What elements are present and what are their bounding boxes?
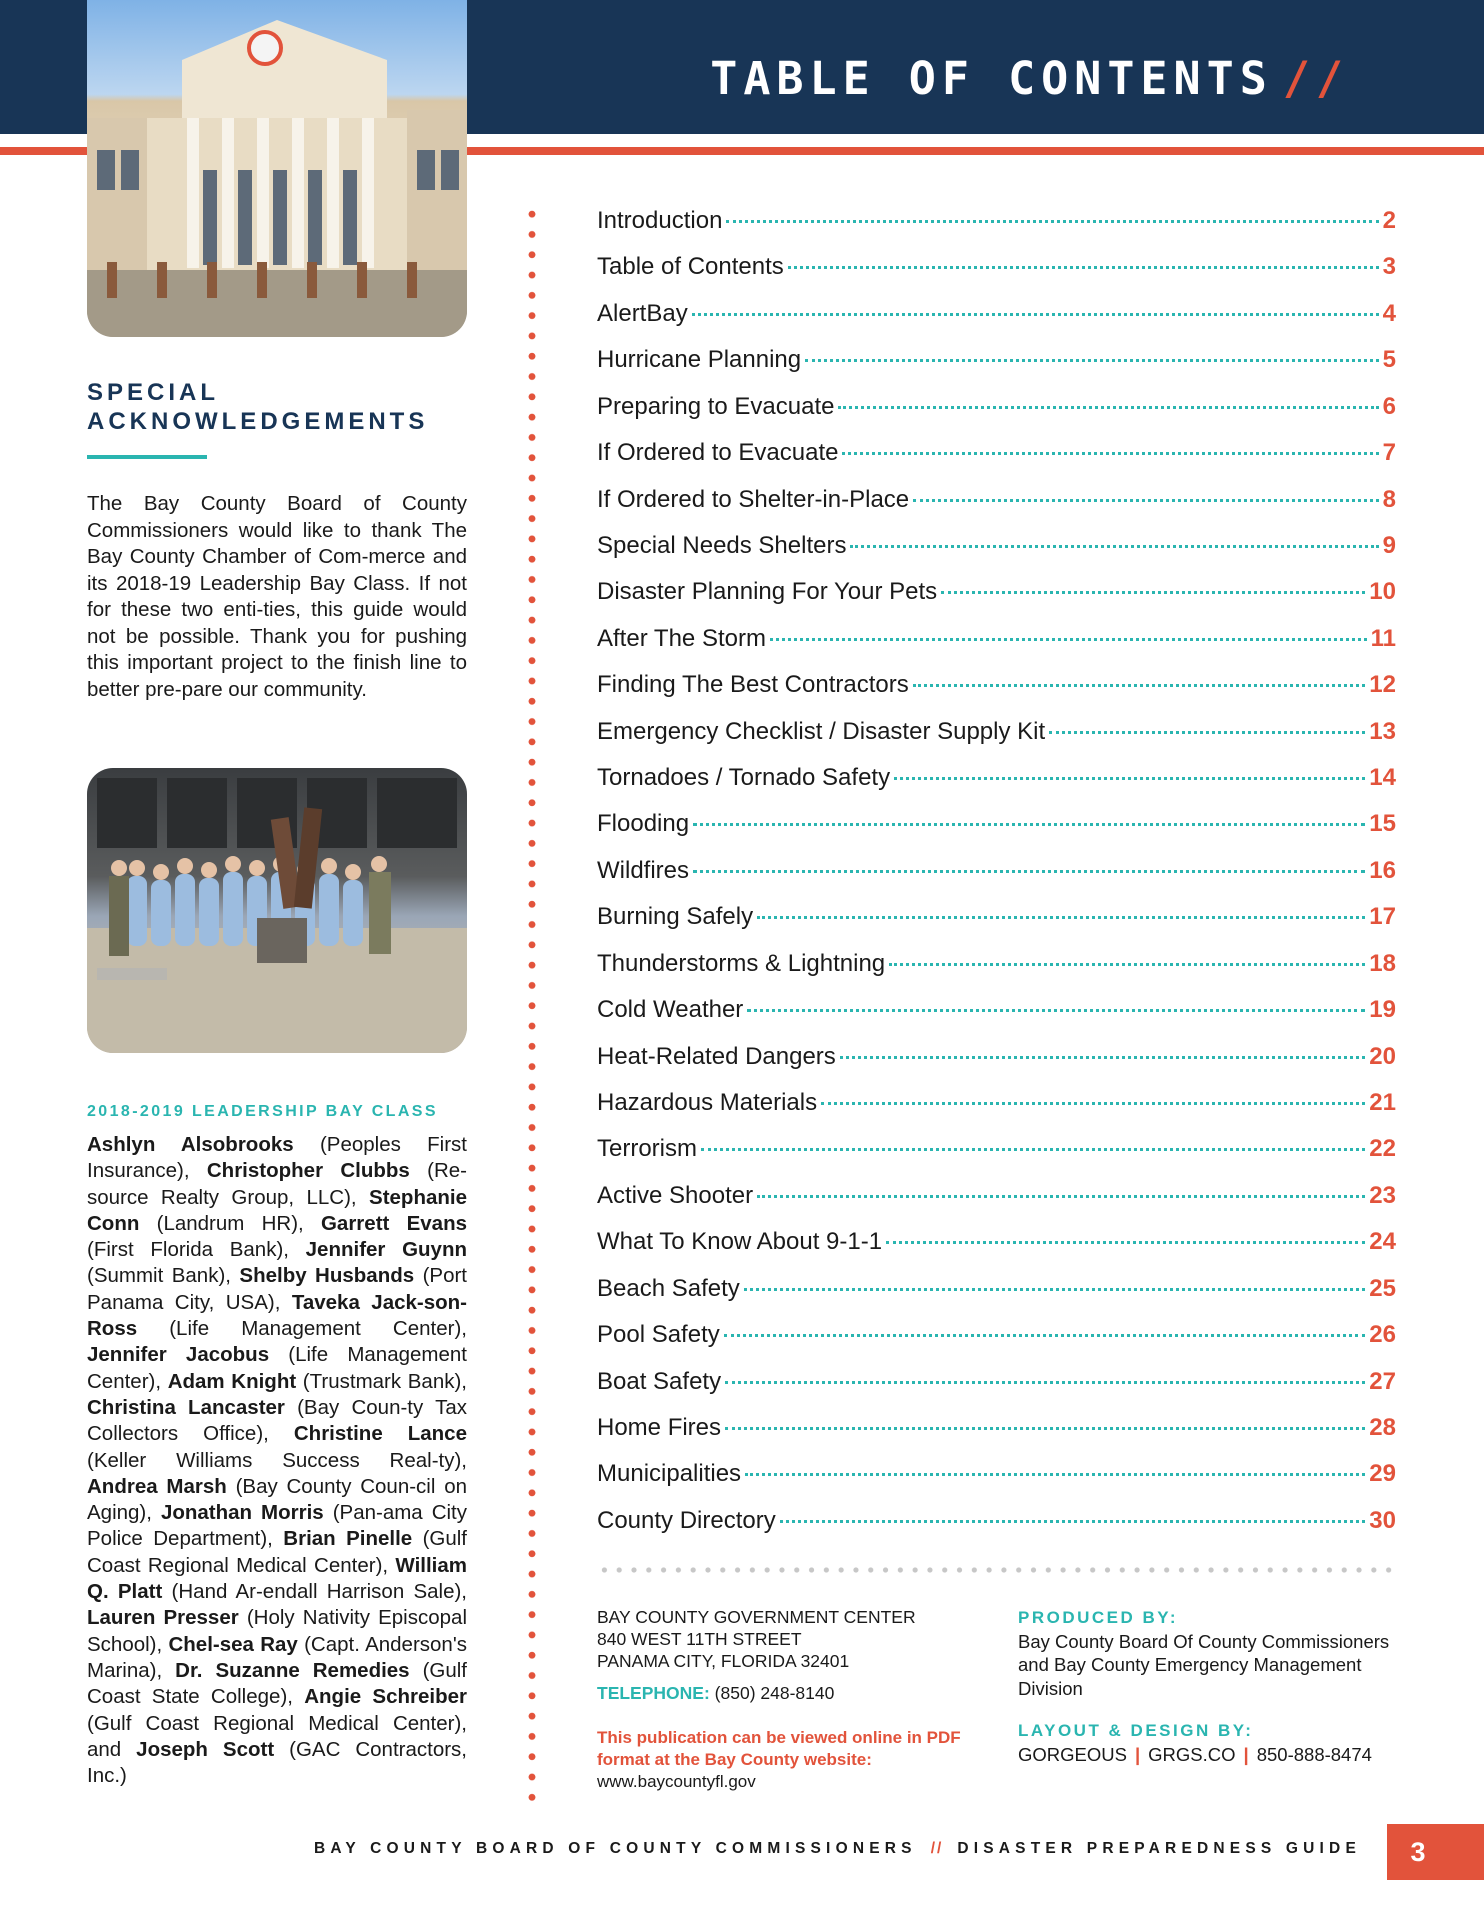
toc-page-number: 19 bbox=[1369, 996, 1396, 1024]
telephone-label: TELEPHONE: bbox=[597, 1683, 710, 1703]
member-org: (Bay Coun-ty Tax Collectors Office), bbox=[87, 1395, 467, 1446]
toc-page-number: 30 bbox=[1369, 1506, 1396, 1534]
toc-page-number: 13 bbox=[1369, 717, 1396, 745]
member-org: (Re-source Realty Group, LLC), bbox=[87, 1159, 467, 1209]
toc-row[interactable] bbox=[597, 300, 1396, 346]
toc-label: Home Fires bbox=[597, 1413, 722, 1441]
toc-page-number: 18 bbox=[1369, 949, 1396, 977]
toc-page-number: 6 bbox=[1382, 392, 1396, 420]
toc-row[interactable] bbox=[597, 1043, 1396, 1089]
toc-label: Active Shooter bbox=[597, 1181, 754, 1209]
toc-label: If Ordered to Shelter-in-Place bbox=[597, 485, 910, 513]
toc-page-number: 24 bbox=[1369, 1228, 1396, 1256]
toc-label: What To Know About 9-1-1 bbox=[597, 1228, 883, 1256]
toc-label: Hazardous Materials bbox=[597, 1089, 818, 1117]
toc-row[interactable] bbox=[597, 1135, 1396, 1181]
toc-page-number: 27 bbox=[1369, 1367, 1396, 1395]
acknowledgements-body: The Bay County Board of County Commissioners would like to thank The Bay County Chamber of Com-merce and its 2018-19 Leadership Bay Class. If not for these two enti-ties, this guide would not be possible. Thank you for pushing this important project to the finish line to better pre-pare our community. bbox=[87, 492, 467, 701]
toc-label: Special Needs Shelters bbox=[597, 531, 847, 559]
address-line1: BAY COUNTY GOVERNMENT CENTER bbox=[597, 1607, 916, 1627]
toc-row[interactable] bbox=[597, 1182, 1396, 1228]
member-org: (Peoples First Insurance), bbox=[87, 1133, 467, 1183]
toc-row[interactable] bbox=[597, 486, 1396, 532]
member-org: (Holy Nativity Episcopal School), bbox=[87, 1606, 467, 1656]
member-name: Lauren Presser bbox=[87, 1606, 239, 1630]
toc-label: Introduction bbox=[597, 207, 723, 234]
toc-leader bbox=[1049, 731, 1365, 734]
toc-label: County Directory bbox=[597, 1506, 776, 1534]
online-note-text: This publication can be viewed online in PDF format at the Bay County website: bbox=[597, 1728, 961, 1769]
toc-label: Terrorism bbox=[597, 1135, 697, 1163]
member-name: Andrea Marsh bbox=[87, 1474, 227, 1498]
ack-heading-line2: ACKNOWLEDGEMENTS bbox=[87, 408, 429, 435]
designer-site: GRGS.CO bbox=[1148, 1744, 1236, 1765]
member-name: Angie Schreiber bbox=[304, 1685, 468, 1709]
footer-right: DISASTER PREPAREDNESS GUIDE bbox=[957, 1840, 1361, 1857]
toc-label: Cold Weather bbox=[597, 996, 744, 1024]
toc-leader bbox=[757, 916, 1365, 919]
page-title-text: TABLE OF CONTENTS bbox=[710, 52, 1273, 105]
member-name: Chel-sea Ray bbox=[168, 1632, 298, 1656]
toc-row[interactable] bbox=[597, 718, 1396, 764]
toc-leader bbox=[725, 1427, 1365, 1430]
toc-leader bbox=[757, 1195, 1365, 1198]
toc-page-number: 7 bbox=[1382, 439, 1396, 467]
member-org: (Gulf Coast State College), bbox=[87, 1658, 467, 1709]
toc-label: Disaster Planning For Your Pets bbox=[597, 578, 938, 606]
toc-page-number: 28 bbox=[1369, 1413, 1396, 1441]
leadership-class-heading: 2018-2019 LEADERSHIP BAY CLASS bbox=[87, 1103, 438, 1120]
member-name: Adam Knight bbox=[167, 1369, 297, 1393]
government-center-photo bbox=[87, 0, 467, 337]
dotted-divider bbox=[528, 204, 536, 1804]
toc-label: Pool Safety bbox=[597, 1321, 720, 1349]
member-org: (Bay County Coun-cil on Aging), bbox=[87, 1474, 467, 1525]
toc-label: Burning Safely bbox=[597, 903, 754, 931]
address-line2: 840 WEST 11TH STREET bbox=[597, 1629, 802, 1649]
member-name: Joseph Scott bbox=[136, 1737, 275, 1761]
footer-left: BAY COUNTY BOARD OF COUNTY COMMISSIONERS bbox=[313, 1840, 917, 1857]
layout-credit bbox=[1018, 1743, 1398, 1767]
address-line3: PANAMA CITY, FLORIDA 32401 bbox=[597, 1651, 850, 1671]
toc-row[interactable] bbox=[597, 1321, 1396, 1367]
toc-list bbox=[597, 207, 1396, 1553]
toc-page-number: 4 bbox=[1382, 299, 1396, 327]
toc-leader bbox=[886, 1241, 1365, 1244]
toc-page-number: 8 bbox=[1382, 485, 1396, 513]
toc-label: Preparing to Evacuate bbox=[597, 392, 835, 420]
designer-name: GORGEOUS bbox=[1018, 1744, 1127, 1765]
toc-row[interactable] bbox=[597, 1368, 1396, 1414]
toc-leader bbox=[701, 1148, 1365, 1151]
toc-label: Municipalities bbox=[597, 1460, 742, 1488]
address-block bbox=[597, 1606, 916, 1672]
footer-slashes: // bbox=[930, 1840, 944, 1857]
page-number: 3 bbox=[1410, 1837, 1426, 1867]
toc-page-number: 21 bbox=[1369, 1089, 1396, 1117]
layout-label: LAYOUT & DESIGN BY: bbox=[1018, 1721, 1254, 1740]
member-org: (Summit Bank), bbox=[87, 1264, 240, 1288]
telephone-number: (850) 248-8140 bbox=[714, 1683, 835, 1703]
member-org: (Trustmark Bank), bbox=[296, 1369, 467, 1393]
toc-leader bbox=[770, 638, 1367, 641]
member-name: Stephanie Conn bbox=[87, 1185, 467, 1235]
toc-leader bbox=[726, 220, 1378, 223]
footer-title bbox=[314, 1840, 1361, 1858]
toc-row[interactable] bbox=[597, 950, 1396, 996]
toc-row[interactable] bbox=[597, 857, 1396, 903]
toc-row[interactable] bbox=[597, 393, 1396, 439]
toc-row[interactable] bbox=[597, 1507, 1396, 1553]
toc-row[interactable] bbox=[597, 810, 1396, 856]
member-org: (Gulf Coast Regional Medical Center), and bbox=[87, 1711, 467, 1761]
online-note bbox=[597, 1727, 997, 1793]
toc-row[interactable] bbox=[597, 439, 1396, 485]
toc-row[interactable] bbox=[597, 903, 1396, 949]
toc-page-number: 9 bbox=[1382, 531, 1396, 559]
toc-page-number: 17 bbox=[1369, 903, 1396, 931]
member-org: (Pan-ama City Police Department), bbox=[87, 1501, 468, 1551]
toc-page-number: 11 bbox=[1370, 624, 1396, 652]
toc-leader bbox=[693, 823, 1365, 826]
title-slashes: // bbox=[1282, 52, 1349, 105]
member-name: Christine Lance bbox=[293, 1422, 467, 1446]
leadership-class-photo bbox=[87, 768, 467, 1053]
produced-by bbox=[1018, 1606, 1398, 1700]
toc-leader bbox=[838, 406, 1378, 409]
toc-row[interactable] bbox=[597, 578, 1396, 624]
toc-leader bbox=[840, 1056, 1366, 1059]
toc-label: Table of Contents bbox=[597, 253, 784, 281]
toc-label: After The Storm bbox=[597, 624, 766, 652]
toc-row[interactable] bbox=[597, 253, 1396, 299]
produced-by-text: Bay County Board Of County Commissioners and Bay County Emergency Management Division bbox=[1018, 1630, 1390, 1699]
member-name: Jennifer Guynn bbox=[305, 1238, 468, 1262]
toc-label: AlertBay bbox=[597, 299, 688, 327]
member-name: Christopher Clubbs bbox=[206, 1159, 410, 1183]
member-org: (Keller Williams Success Real-ty), bbox=[87, 1448, 467, 1472]
toc-row[interactable] bbox=[597, 1275, 1396, 1321]
toc-row[interactable] bbox=[597, 996, 1396, 1042]
toc-page-number: 12 bbox=[1369, 671, 1396, 699]
toc-leader bbox=[941, 591, 1365, 594]
member-name: William Q. Platt bbox=[87, 1553, 467, 1604]
toc-label: Flooding bbox=[597, 810, 690, 838]
member-org: (Hand Ar-endall Harrison Sale), bbox=[162, 1580, 468, 1604]
member-name: Shelby Husbands bbox=[239, 1264, 415, 1288]
toc-label: Emergency Checklist / Disaster Supply Kit bbox=[597, 717, 1046, 745]
toc-leader bbox=[850, 545, 1378, 548]
member-name: Brian Pinelle bbox=[283, 1527, 413, 1551]
toc-leader bbox=[744, 1288, 1366, 1291]
page-title bbox=[710, 52, 1349, 105]
member-name: Garrett Evans bbox=[320, 1211, 467, 1235]
toc-page-number: 10 bbox=[1369, 578, 1396, 606]
toc-leader bbox=[692, 313, 1379, 316]
toc-row[interactable] bbox=[597, 207, 1396, 253]
member-org: (Landrum HR), bbox=[139, 1211, 321, 1235]
member-org: (Capt. Anderson's Marina), bbox=[87, 1632, 467, 1682]
group-illustration bbox=[87, 768, 467, 1053]
member-name: Ashlyn Alsobrooks bbox=[87, 1133, 294, 1156]
toc-page-number: 26 bbox=[1369, 1321, 1396, 1349]
toc-row[interactable] bbox=[597, 346, 1396, 392]
toc-page-number: 5 bbox=[1382, 346, 1396, 374]
toc-label: Thunderstorms & Lightning bbox=[597, 949, 886, 977]
toc-row[interactable] bbox=[597, 764, 1396, 810]
layout-design bbox=[1018, 1719, 1398, 1767]
produced-by-label: PRODUCED BY: bbox=[1018, 1608, 1179, 1627]
toc-label: Beach Safety bbox=[597, 1274, 740, 1302]
toc-row[interactable] bbox=[597, 671, 1396, 717]
toc-label: Boat Safety bbox=[597, 1367, 722, 1395]
separator-pipe: | bbox=[1243, 1744, 1249, 1765]
toc-leader bbox=[693, 870, 1365, 873]
toc-leader bbox=[780, 1520, 1366, 1523]
toc-row[interactable] bbox=[597, 1460, 1396, 1506]
toc-leader bbox=[725, 1381, 1365, 1384]
toc-row[interactable] bbox=[597, 532, 1396, 578]
telephone bbox=[597, 1683, 834, 1704]
toc-leader bbox=[788, 266, 1379, 269]
toc-page-number: 2 bbox=[1382, 207, 1396, 234]
toc-page-number: 14 bbox=[1369, 764, 1396, 792]
member-org: (Life Management Center), bbox=[137, 1317, 467, 1341]
toc-leader bbox=[745, 1473, 1365, 1476]
toc-leader bbox=[913, 684, 1366, 687]
toc-leader bbox=[913, 499, 1379, 502]
toc-row[interactable] bbox=[597, 1228, 1396, 1274]
toc-label: Finding The Best Contractors bbox=[597, 671, 909, 699]
toc-leader bbox=[747, 1009, 1365, 1012]
building-illustration bbox=[87, 0, 467, 337]
toc-label: Heat-Related Dangers bbox=[597, 1042, 836, 1070]
leadership-class-members bbox=[87, 1132, 467, 1789]
member-org: (Gulf Coast Regional Medical Center), bbox=[87, 1527, 467, 1577]
toc-page-number: 15 bbox=[1369, 810, 1396, 838]
member-org: (First Florida Bank), bbox=[87, 1238, 306, 1262]
toc-page-number: 23 bbox=[1369, 1181, 1396, 1209]
toc-label: If Ordered to Evacuate bbox=[597, 439, 839, 467]
member-name: Dr. Suzanne Remedies bbox=[175, 1658, 410, 1682]
toc-page-number: 16 bbox=[1369, 856, 1396, 884]
toc-leader bbox=[821, 1102, 1365, 1105]
member-org: (Life Management Center), bbox=[87, 1343, 467, 1393]
toc-row[interactable] bbox=[597, 1414, 1396, 1460]
separator-pipe: | bbox=[1134, 1744, 1141, 1765]
member-org: (Port Panama City, USA), bbox=[87, 1264, 467, 1314]
member-name: Jonathan Morris bbox=[160, 1501, 324, 1525]
toc-label: Tornadoes / Tornado Safety bbox=[597, 764, 891, 792]
heading-rule bbox=[87, 455, 207, 459]
separator-dots bbox=[597, 1567, 1397, 1573]
toc-leader bbox=[805, 359, 1379, 362]
ack-heading-line1: SPECIAL bbox=[87, 379, 220, 406]
acknowledgements-heading bbox=[87, 378, 467, 436]
member-name: Christina Lancaster bbox=[87, 1395, 285, 1419]
toc-page-number: 25 bbox=[1369, 1274, 1396, 1302]
toc-label: Wildfires bbox=[597, 856, 690, 884]
toc-page-number: 29 bbox=[1369, 1460, 1396, 1488]
website-link[interactable]: www.baycountyfl.gov bbox=[597, 1772, 756, 1791]
designer-phone: 850-888-8474 bbox=[1256, 1744, 1372, 1765]
member-name: Jennifer Jacobus bbox=[87, 1343, 270, 1367]
member-org: (GAC Contractors, Inc.) bbox=[87, 1737, 468, 1788]
toc-leader bbox=[842, 452, 1378, 455]
member-name: Taveka Jack-son-Ross bbox=[87, 1290, 467, 1341]
toc-page-number: 22 bbox=[1369, 1135, 1396, 1163]
toc-row[interactable] bbox=[597, 1089, 1396, 1135]
toc-page-number: 3 bbox=[1382, 253, 1396, 281]
toc-leader bbox=[889, 963, 1365, 966]
toc-leader bbox=[724, 1334, 1366, 1337]
toc-row[interactable] bbox=[597, 625, 1396, 671]
toc-leader bbox=[894, 777, 1365, 780]
toc-label: Hurricane Planning bbox=[597, 346, 802, 374]
toc-page-number: 20 bbox=[1369, 1042, 1396, 1070]
